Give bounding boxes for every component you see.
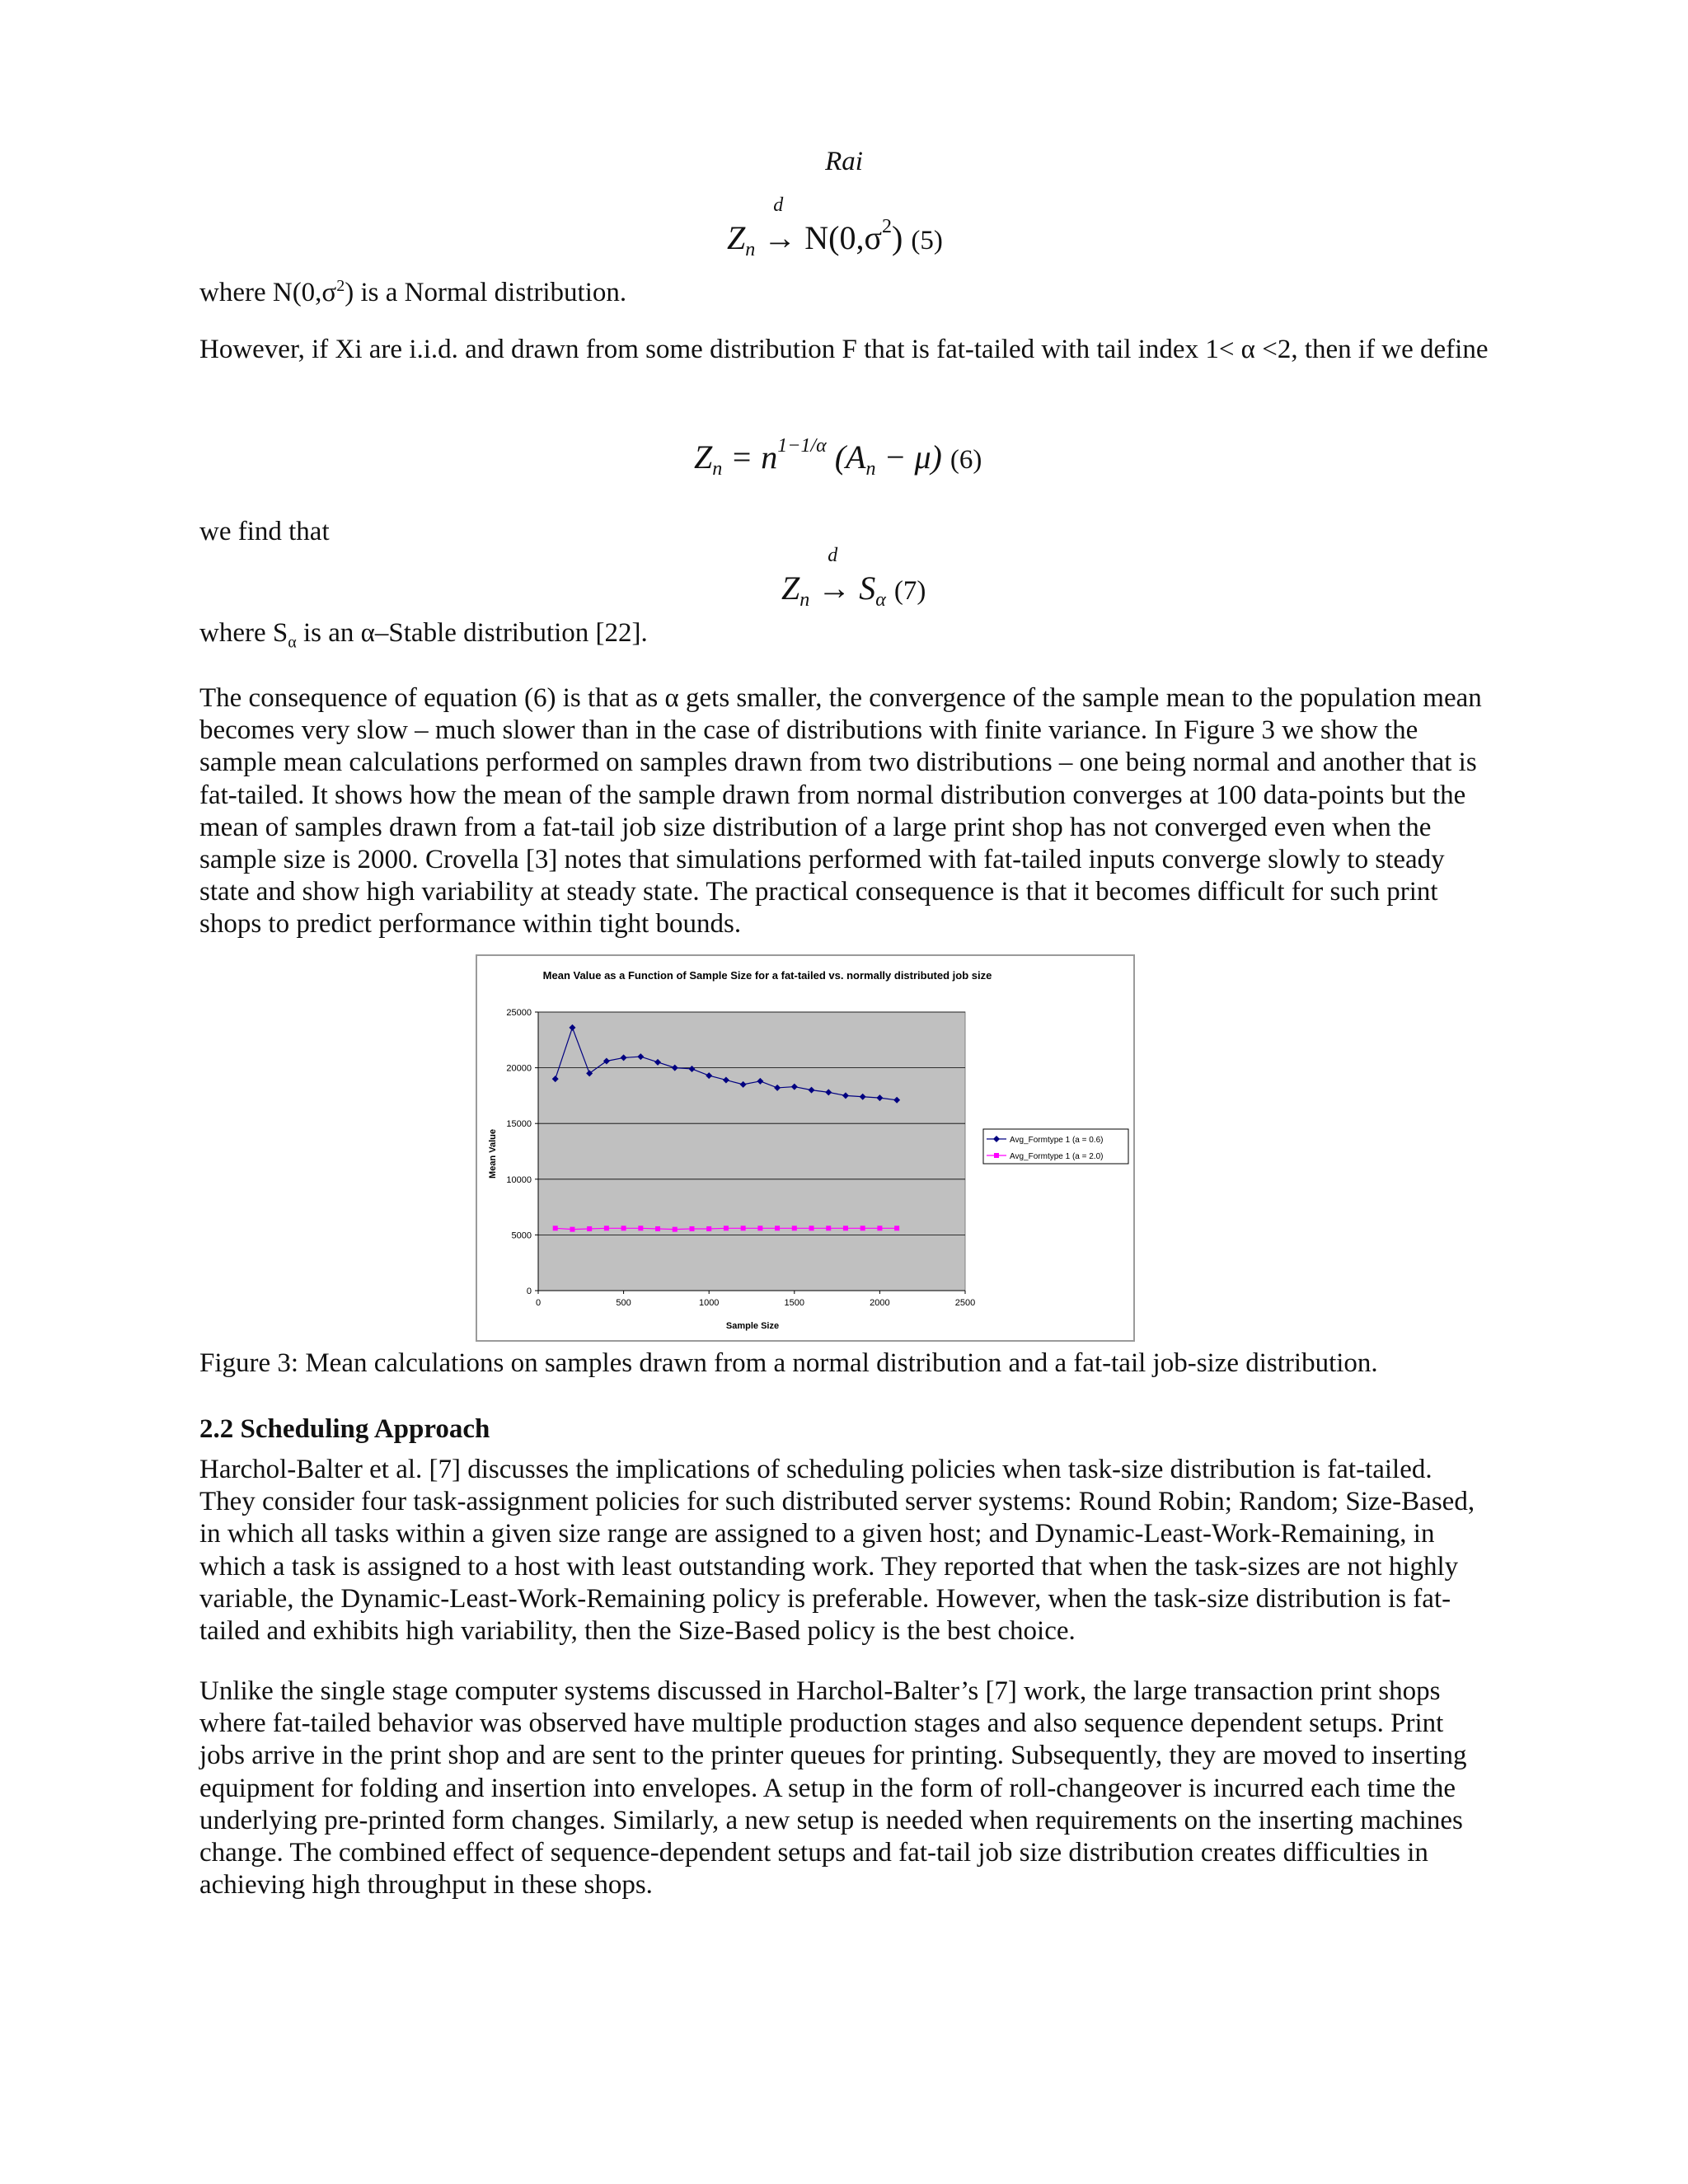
data-point: [775, 1226, 780, 1230]
equation-7: $Z_n$ → d $S_\alpha$ (7): [781, 545, 926, 611]
we-find-line: we find that: [199, 517, 330, 546]
y-tick-label: 10000: [506, 1174, 532, 1185]
y-tick-label: 20000: [506, 1063, 532, 1074]
data-point: [638, 1226, 643, 1230]
legend-label: Avg_Formtype 1 (a = 2.0): [1010, 1152, 1104, 1161]
x-tick-label: 2000: [870, 1298, 890, 1308]
y-tick-label: 25000: [506, 1008, 532, 1018]
data-point: [826, 1226, 831, 1230]
data-point: [877, 1226, 882, 1230]
however-paragraph: However, if Xi are i.i.d. and drawn from some distribution F that is fat-tailed with tail index 1< α <2, then if we define: [199, 335, 1489, 364]
data-point: [843, 1226, 848, 1230]
consequence-paragraph: The consequence of equation (6) is that as α gets smaller, the convergence of the sample mean to the population mean becomes very slow – much slower than in the case of distributions with finite variance. In Figure 3 we show the sample mean calculations performed on samples drawn from two distributions – one being normal and another that is fat-tailed. It shows how the mean of the sample drawn from normal distribution converges at 100 data-points but the mean of samples drawn from a fat-tail job size distribution of a large print shop has not converged even when the sample size is 2000. Crovella [3] notes that simulations performed with fat-tailed inputs converge slowly to steady state and show high variability at steady state. The practical consequence is that it becomes difficult for such print shops to predict performance within tight bounds.: [199, 683, 1482, 940]
data-point: [809, 1226, 814, 1230]
equation-6: $Z_n = n^{1-1/\alpha}$ $(A_n - \mu)$ (6): [694, 435, 982, 480]
legend-label: Avg_Formtype 1 (a = 0.6): [1010, 1136, 1104, 1145]
equation-number-7: (7): [893, 576, 926, 606]
equation-5: $Z_n$ → d $N(0,\sigma^2)$ (5): [727, 194, 943, 260]
section-heading: 2.2 Scheduling Approach: [199, 1414, 490, 1444]
y-axis-label: Mean Value: [488, 1129, 498, 1179]
x-tick-label: 0: [535, 1298, 542, 1308]
data-point: [724, 1226, 729, 1230]
data-point: [553, 1226, 558, 1230]
data-point: [792, 1226, 797, 1230]
where-stable-line: where $S_\alpha$ is an α–Stable distribution [22].: [199, 618, 648, 652]
y-tick-label: 5000: [511, 1230, 532, 1241]
chart-svg: [477, 956, 1133, 1340]
x-axis-label: Sample Size: [725, 1321, 780, 1331]
where-normal-line: where $N(0,\sigma^2)$ is a Normal distribution.: [199, 277, 627, 307]
data-point: [587, 1226, 592, 1231]
data-point: [757, 1226, 762, 1230]
x-tick-label: 500: [616, 1298, 631, 1308]
y-tick-label: 15000: [506, 1119, 532, 1130]
data-point: [604, 1226, 609, 1230]
x-tick-label: 2500: [954, 1298, 976, 1308]
equation-number-5: (5): [911, 226, 943, 255]
data-point: [621, 1226, 626, 1230]
data-point: [741, 1226, 746, 1230]
y-tick-label: 0: [526, 1286, 532, 1296]
data-point: [673, 1227, 678, 1232]
data-point: [689, 1226, 694, 1231]
plot-area: [538, 1012, 965, 1291]
data-point: [655, 1226, 660, 1231]
running-header: Rai: [825, 147, 863, 176]
figure-caption: Figure 3: Mean calculations on samples drawn from a normal distribution and a fat-tail job-size distribution.: [199, 1348, 1378, 1378]
figure-3-chart: [476, 954, 1135, 1342]
data-point: [860, 1226, 865, 1230]
harchol-paragraph: Harchol-Balter et al. [7] discusses the implications of scheduling policies when task-size distribution is fat-tailed. They consider four task-assignment policies for such distributed server systems: Round Robin; Random; Size-Based, in which all tasks within a given size range are assigned to a given host; and Dynamic-Least-Work-Remaining, in which a task is assigned to a host with least outstanding work. They reported that when the task-sizes are not highly variable, the Dynamic-Least-Work-Remaining policy is preferable. However, when the task-size distribution is fat-tailed and exhibits high variability, then the Size-Based policy is the best choice.: [199, 1455, 1475, 1647]
unlike-paragraph: Unlike the single stage computer systems discussed in Harchol-Balter’s [7] work, the large transaction print shops where fat-tailed behavior was observed have multiple production stages and also sequence dependent setups. Print jobs arrive in the print shop and are sent to the printer queues for printing. Subsequently, they are moved to inserting equipment for folding and insertion into envelopes. A setup in the form of roll-changeover is incurred each time the underlying pre-printed form changes. Similarly, a new setup is needed when requirements on the inserting machines change. The combined effect of sequence-dependent setups and fat-tail job size distribution creates difficulties in achieving high throughput in these shops.: [199, 1676, 1467, 1900]
data-point: [706, 1226, 711, 1231]
x-tick-label: 1500: [784, 1298, 805, 1308]
data-point: [570, 1227, 574, 1232]
data-point: [994, 1153, 999, 1158]
chart-title: Mean Value as a Function of Sample Size for a fat-tailed vs. normally distributed job size: [542, 969, 992, 982]
equation-number-6: (6): [950, 445, 982, 475]
data-point: [894, 1226, 899, 1230]
x-tick-label: 1000: [698, 1298, 720, 1308]
